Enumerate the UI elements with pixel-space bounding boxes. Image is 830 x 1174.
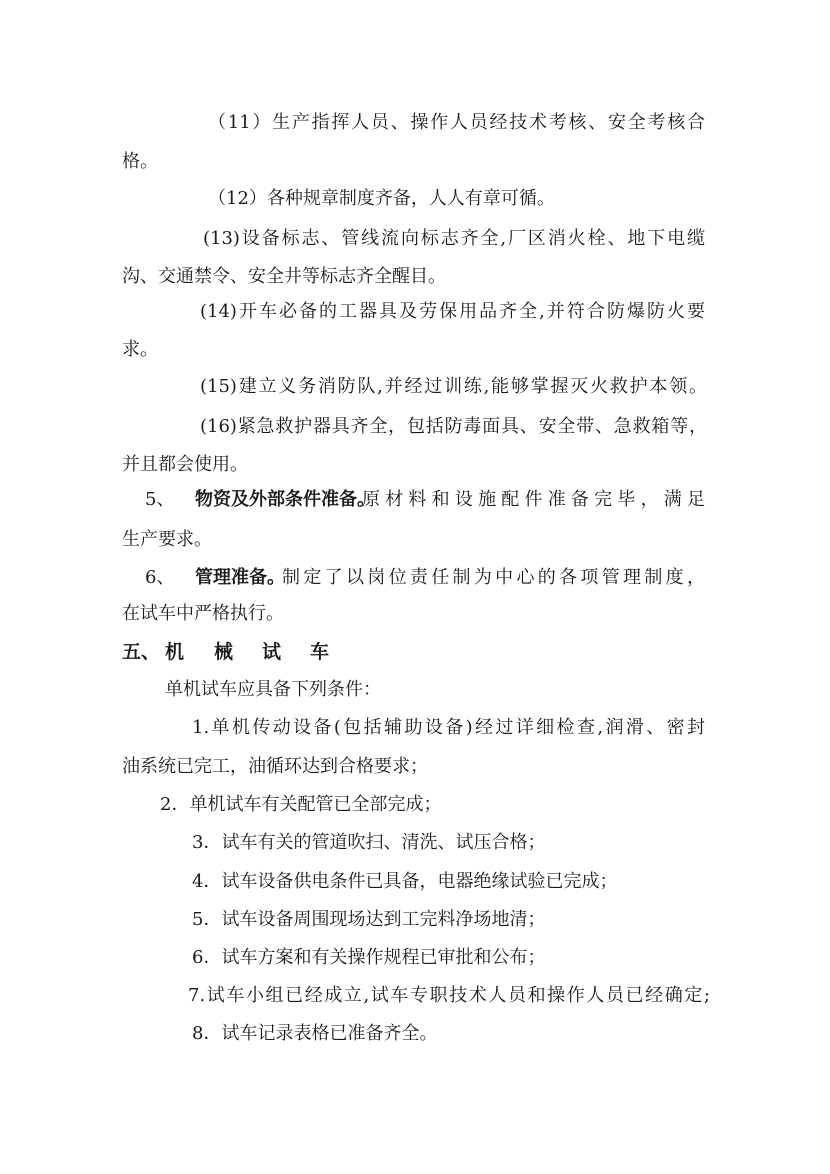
section-5-number: 5、 xyxy=(145,489,175,510)
item-12: （12）各种规章制度齐备，人人有章可循。 xyxy=(208,188,555,209)
heading-char: 械 xyxy=(214,641,234,663)
item-13-line-2: 沟、交通禁令、安全井等标志齐全醒目。 xyxy=(122,266,446,287)
item-11-line-1: （11）生产指挥人员、操作人员经技术考核、安全考核合 xyxy=(208,112,705,133)
item-14-line-1: (14)开车必备的工器具及劳保用品齐全,并符合防爆防火要 xyxy=(200,301,705,322)
section-5-text-line-1: 原材料和设施配件准备完毕，满足 xyxy=(362,489,705,510)
section-5-text-line-2: 生产要求。 xyxy=(122,529,212,550)
heading-char: 车 xyxy=(310,641,330,663)
condition-4: 4．试车设备供电条件已具备，电器绝缘试验已完成； xyxy=(192,871,618,892)
condition-5: 5．试车设备周围现场达到工完料净场地清； xyxy=(192,909,546,930)
condition-7: 7.试车小组已经成立,试车专职技术人员和操作人员已经确定; xyxy=(188,985,710,1006)
item-16-line-2: 并且都会使用。 xyxy=(122,454,248,475)
section-6-text-line-2: 在试车中严格执行。 xyxy=(122,603,284,624)
section-5-title: 物资及外部条件准备。 xyxy=(195,489,375,510)
item-15: (15)建立义务消防队,并经过训练,能够掌握灭火救护本领。 xyxy=(200,376,707,397)
condition-2: 2．单机试车有关配管已全部完成； xyxy=(160,794,442,815)
condition-1-line-2: 油系统已完工，油循环达到合格要求； xyxy=(122,756,428,777)
heading-char: 机 xyxy=(165,641,185,663)
section-6-text-line-1: 制定了以岗位责任制为中心的各项管理制度， xyxy=(282,567,705,588)
intro-text: 单机试车应具备下列条件： xyxy=(165,679,381,700)
heading-number: 五、 xyxy=(122,641,161,663)
condition-1-line-1: 1.单机传动设备(包括辅助设备)经过详细检查,润滑、密封 xyxy=(192,717,705,738)
condition-6: 6．试车方案和有关操作规程已审批和公布； xyxy=(192,947,546,968)
item-14-line-2: 求。 xyxy=(122,339,158,360)
item-13-line-1: (13)设备标志、管线流向标志齐全,厂区消火栓、地下电缆 xyxy=(203,228,705,249)
item-16-line-1: (16)紧急救护器具齐全，包括防毒面具、安全带、急救箱等， xyxy=(200,416,707,437)
heading-char: 试 xyxy=(262,641,282,663)
section-6-title: 管理准备。 xyxy=(195,567,285,588)
item-11-line-2: 格。 xyxy=(122,151,158,172)
condition-3: 3．试车有关的管道吹扫、清洗、试压合格； xyxy=(192,832,546,853)
condition-8: 8．试车记录表格已准备齐全。 xyxy=(192,1023,438,1044)
section-6-number: 6、 xyxy=(145,567,175,588)
